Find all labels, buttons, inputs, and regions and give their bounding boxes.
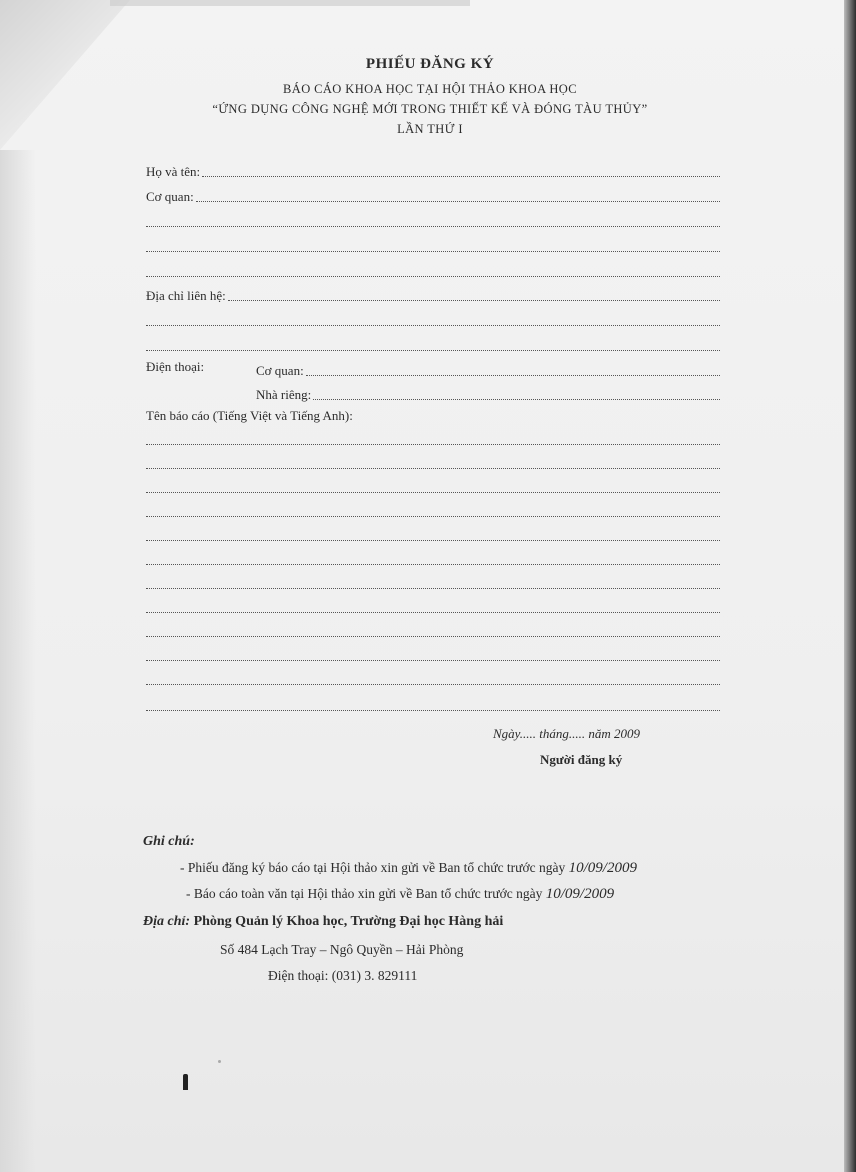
address-row xyxy=(146,284,720,304)
note-2 xyxy=(186,886,614,903)
report-title-field[interactable] xyxy=(146,430,720,445)
page-right-edge xyxy=(844,0,856,1172)
header-line-1: BÁO CÁO KHOA HỌC TẠI HỘI THẢO KHOA HỌC xyxy=(283,82,577,96)
phone-home-label: Nhà riêng: xyxy=(256,387,312,402)
report-title-field[interactable] xyxy=(146,526,720,541)
report-title-field[interactable] xyxy=(146,670,720,685)
note-2-date: 10/09/2009 xyxy=(545,886,615,902)
report-title-field[interactable] xyxy=(146,454,720,469)
name-label: Họ và tên: xyxy=(146,164,201,179)
report-line xyxy=(146,500,720,520)
header-line-2: “ỨNG DỤNG CÔNG NGHỆ MỚI TRONG THIẾT KẾ VÀ ĐÓNG TÀU THỦY” xyxy=(212,102,648,116)
report-line xyxy=(146,620,720,640)
name-row xyxy=(146,160,720,180)
report-title-field[interactable] xyxy=(146,696,720,711)
page-left-shadow xyxy=(0,150,36,1172)
phone-label: Điện thoại: xyxy=(146,359,205,374)
signer-label: Người đăng ký xyxy=(540,752,623,767)
address-line-2 xyxy=(146,309,720,329)
report-line xyxy=(146,668,720,688)
phone-office-field[interactable] xyxy=(306,361,720,376)
phone-home-field[interactable] xyxy=(313,385,720,400)
org-field-line[interactable] xyxy=(146,262,720,277)
org-row xyxy=(146,185,720,205)
ink-speck xyxy=(218,1060,221,1063)
report-title-field[interactable] xyxy=(146,598,720,613)
org-line-4 xyxy=(146,260,720,280)
edge-mark xyxy=(12,172,34,192)
report-line xyxy=(146,694,720,714)
street-address: Số 484 Lạch Tray – Ngô Quyền – Hải Phòng xyxy=(220,942,464,957)
org-label: Cơ quan: xyxy=(146,189,194,204)
org-field-line[interactable] xyxy=(146,212,720,227)
address-field-line[interactable] xyxy=(146,336,720,351)
org-line-2 xyxy=(146,210,720,230)
note-1 xyxy=(180,860,637,877)
date-line: Ngày..... tháng..... năm 2009 xyxy=(493,726,640,741)
report-line xyxy=(146,428,720,448)
header-line-3: LẦN THỨ I xyxy=(397,122,463,136)
report-title-field[interactable] xyxy=(146,646,720,661)
contact-address xyxy=(143,914,503,930)
notes-title: Ghi chú: xyxy=(143,834,195,849)
report-title-label: Tên báo cáo (Tiếng Việt và Tiếng Anh): xyxy=(146,408,353,423)
ink-blot xyxy=(183,1074,188,1090)
org-field[interactable] xyxy=(196,187,720,202)
phone-office-label: Cơ quan: xyxy=(256,363,304,378)
report-line xyxy=(146,524,720,544)
address-label: Địa chỉ liên hệ: xyxy=(146,288,226,303)
report-title-field[interactable] xyxy=(146,502,720,517)
phone-home-row xyxy=(256,383,720,403)
org-field-line[interactable] xyxy=(146,237,720,252)
org-line-3 xyxy=(146,235,720,255)
report-line xyxy=(146,596,720,616)
report-title-field[interactable] xyxy=(146,478,720,493)
report-line xyxy=(146,476,720,496)
note-2-text: - Báo cáo toàn văn tại Hội thảo xin gửi về Ban tổ chức trước ngày xyxy=(186,886,546,901)
note-1-text: - Phiếu đăng ký báo cáo tại Hội thảo xin gửi về Ban tổ chức trước ngày xyxy=(180,860,569,875)
report-title-field[interactable] xyxy=(146,574,720,589)
contact-phone: Điện thoại: (031) 3. 829111 xyxy=(268,968,418,983)
report-line xyxy=(146,452,720,472)
address-field-line[interactable] xyxy=(146,311,720,326)
form-header xyxy=(120,56,740,139)
torn-top-strip xyxy=(110,0,470,6)
note-1-date: 10/09/2009 xyxy=(568,860,637,876)
form-title: PHIẾU ĐĂNG KÝ xyxy=(365,56,495,72)
address-line-3 xyxy=(146,334,720,354)
report-line xyxy=(146,548,720,568)
report-line xyxy=(146,644,720,664)
name-field[interactable] xyxy=(202,162,720,177)
address-org: Phòng Quản lý Khoa học, Trường Đại học Hàng hải xyxy=(190,914,504,929)
address-field[interactable] xyxy=(228,286,720,301)
address-heading: Địa chỉ: xyxy=(143,914,191,929)
folded-corner xyxy=(0,0,130,150)
report-line xyxy=(146,572,720,592)
phone-office-row xyxy=(256,359,720,379)
report-title-field[interactable] xyxy=(146,550,720,565)
report-title-field[interactable] xyxy=(146,622,720,637)
